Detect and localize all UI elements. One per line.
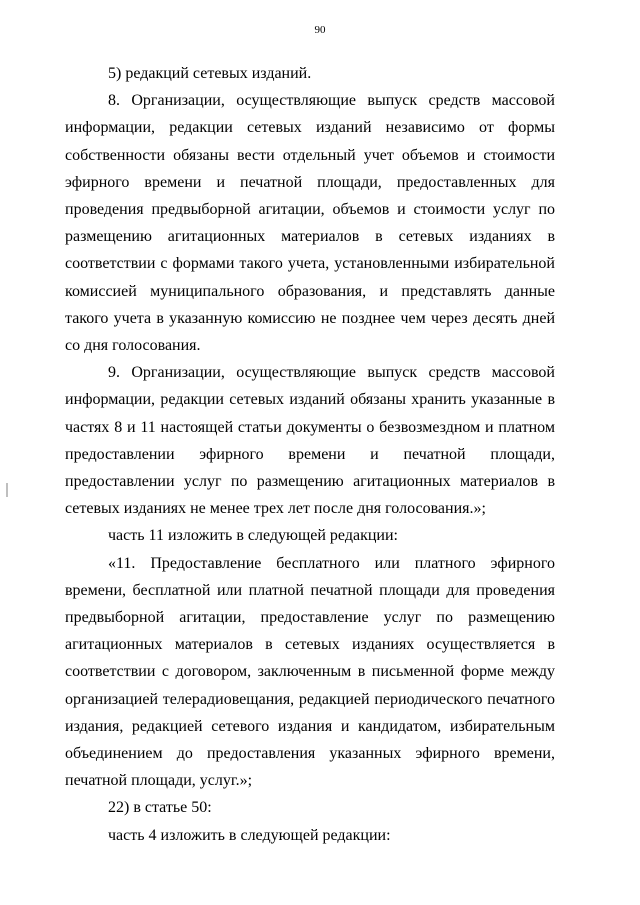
paragraph-clause-11: «11. Предоставление бесплатного или платного эфирного времени, бесплатной или платной печатной площади для проведения предвыборной агитации, предоставление услуг по размещению агитационных материалов в сетевых изданиях осуществляется в соответствии с договором, заключенным в письменной форме между организацией телерадиовещания, редакцией периодического печатного издания, редакцией сетевого издания и кандидатом, избирательным объединением до предоставления указанных эфирного времени, печатной площади, услуг.»; [65, 554, 555, 790]
document-body [65, 60, 555, 849]
scan-artifact [6, 483, 8, 497]
page-number: 90 [314, 24, 326, 36]
paragraph-amend-part-4: часть 4 изложить в следующей редакции: [108, 826, 391, 844]
paragraph-amend-part-11: часть 11 изложить в следующей редакции: [108, 527, 398, 545]
paragraph-clause-9: 9. Организации, осуществляющие выпуск средств массовой информации, редакции сетевых изданий обязаны хранить указанные в частях 8 и 11 настоящей статьи документы о безвозмездном и платном предоставлении эфирного времени и печатной площади, предоставлении услуг по размещению агитационных материалов в сетевых изданиях не менее трех лет после дня голосования.»; [65, 364, 555, 518]
paragraph-clause-8: 8. Организации, осуществляющие выпуск средств массовой информации, редакции сетевых изданий независимо от формы собственности обязаны вести отдельный учет объемов и стоимости эфирного времени и печатной площади, предоставленных для проведения предвыборной агитации, объемов и стоимости услуг по размещению агитационных материалов в сетевых изданиях в соответствии с формами такого учета, установленными избирательной комиссией муниципального образования, и представлять данные такого учета в указанную комиссию не позднее чем через десять дней со дня голосования. [65, 92, 555, 355]
paragraph-item-5: 5) редакций сетевых изданий. [108, 65, 312, 82]
paragraph-item-22: 22) в статье 50: [108, 799, 212, 817]
